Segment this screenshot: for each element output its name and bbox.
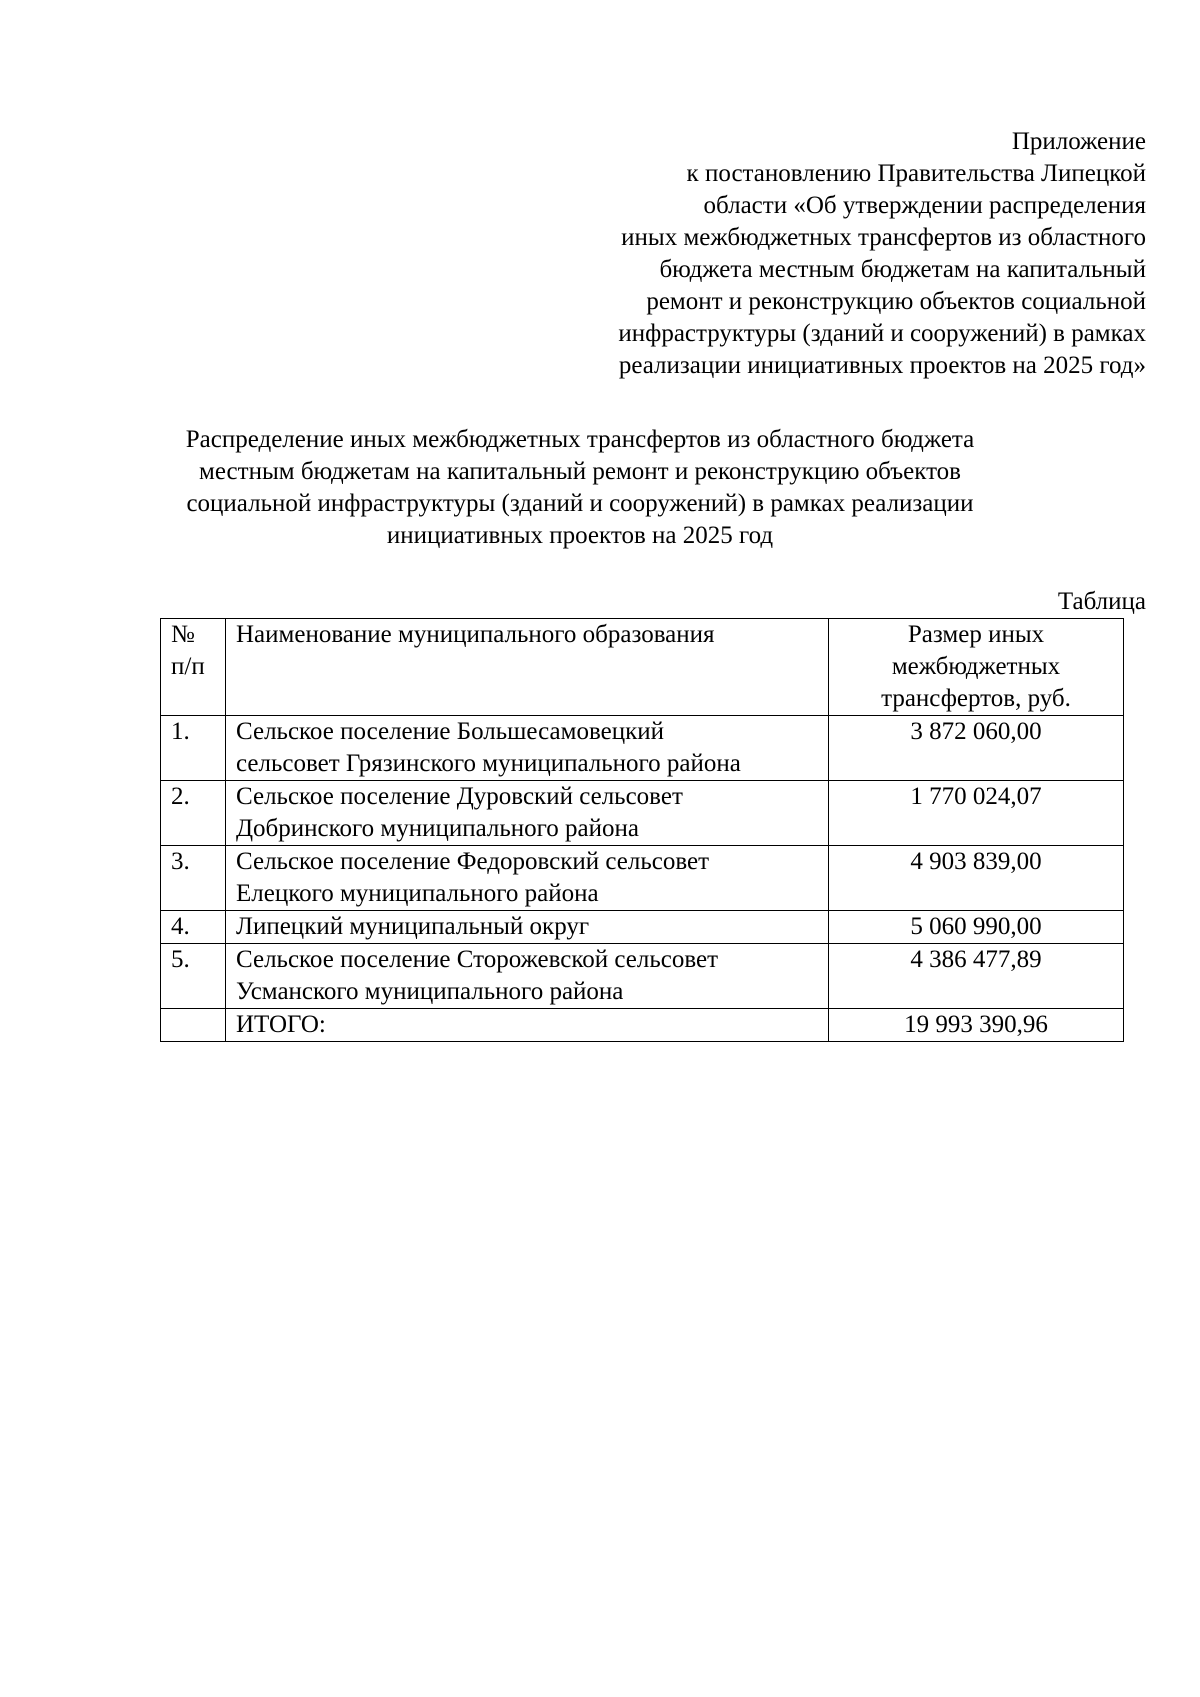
header-amount-line: межбюджетных bbox=[891, 653, 1061, 680]
row-name bbox=[226, 781, 829, 846]
row-name bbox=[226, 911, 829, 944]
table-header-row bbox=[161, 619, 1124, 716]
appendix-line: ремонт и реконструкцию объектов социальной bbox=[646, 288, 1146, 315]
table-total-row bbox=[161, 1009, 1124, 1042]
appendix-line: иных межбюджетных трансфертов из областного bbox=[621, 224, 1146, 251]
row-name-line: Усманского муниципального района bbox=[236, 978, 624, 1005]
row-name-line: Липецкий муниципальный округ bbox=[236, 913, 590, 940]
header-number-line: п/п bbox=[171, 653, 205, 680]
table-row bbox=[161, 944, 1124, 1009]
table-row bbox=[161, 846, 1124, 911]
appendix-line: области «Об утверждении распределения bbox=[703, 192, 1146, 219]
row-amount: 4 903 839,00 bbox=[829, 846, 1124, 911]
appendix-line: реализации инициативных проектов на 2025 год» bbox=[618, 352, 1146, 379]
appendix-line: к постановлению Правительства Липецкой bbox=[686, 160, 1146, 187]
row-number: 4. bbox=[161, 911, 226, 944]
header-number-line: № bbox=[171, 621, 195, 648]
total-label: ИТОГО: bbox=[226, 1009, 829, 1042]
table-row bbox=[161, 781, 1124, 846]
row-name-line: Елецкого муниципального района bbox=[236, 880, 599, 907]
row-amount: 1 770 024,07 bbox=[829, 781, 1124, 846]
row-name-line: Добринского муниципального района bbox=[236, 815, 640, 842]
row-name-line: Сельское поселение Сторожевской сельсовет bbox=[236, 946, 719, 973]
title-line: Распределение иных межбюджетных трансфертов из областного бюджета bbox=[185, 426, 975, 453]
row-name bbox=[226, 944, 829, 1009]
row-number: 3. bbox=[161, 846, 226, 911]
title-line: социальной инфраструктуры (зданий и сооружений) в рамках реализации bbox=[186, 490, 974, 517]
row-number: 5. bbox=[161, 944, 226, 1009]
row-name bbox=[226, 716, 829, 781]
total-amount: 19 993 390,96 bbox=[829, 1009, 1124, 1042]
appendix-line: Приложение bbox=[1011, 128, 1146, 155]
row-amount: 5 060 990,00 bbox=[829, 911, 1124, 944]
title-line: инициативных проектов на 2025 год bbox=[386, 522, 774, 549]
table-row bbox=[161, 716, 1124, 781]
row-name-line: сельсовет Грязинского муниципального района bbox=[236, 750, 741, 777]
appendix-line: инфраструктуры (зданий и сооружений) в рамках bbox=[618, 320, 1146, 347]
title-line: местным бюджетам на капитальный ремонт и реконструкцию объектов bbox=[199, 458, 961, 485]
table-row bbox=[161, 911, 1124, 944]
header-amount-line: трансфертов, руб. bbox=[881, 685, 1071, 712]
row-number: 2. bbox=[161, 781, 226, 846]
row-name-line: Сельское поселение Дуровский сельсовет bbox=[236, 783, 683, 810]
row-number: 1. bbox=[161, 716, 226, 781]
header-amount bbox=[829, 619, 1124, 716]
header-amount-line: Размер иных bbox=[907, 621, 1045, 648]
row-amount: 4 386 477,89 bbox=[829, 944, 1124, 1009]
row-amount: 3 872 060,00 bbox=[829, 716, 1124, 781]
row-name bbox=[226, 846, 829, 911]
appendix-line: бюджета местным бюджетам на капитальный bbox=[659, 256, 1146, 283]
header-number bbox=[161, 619, 226, 716]
distribution-table bbox=[160, 618, 1124, 1042]
appendix-header bbox=[526, 126, 1146, 382]
row-name-line: Сельское поселение Федоровский сельсовет bbox=[236, 848, 710, 875]
table-label: Таблица bbox=[1057, 588, 1146, 615]
row-name-line: Сельское поселение Большесамовецкий bbox=[236, 718, 664, 745]
total-number bbox=[161, 1009, 226, 1042]
header-name: Наименование муниципального образования bbox=[226, 619, 829, 716]
document-title bbox=[150, 424, 1010, 552]
